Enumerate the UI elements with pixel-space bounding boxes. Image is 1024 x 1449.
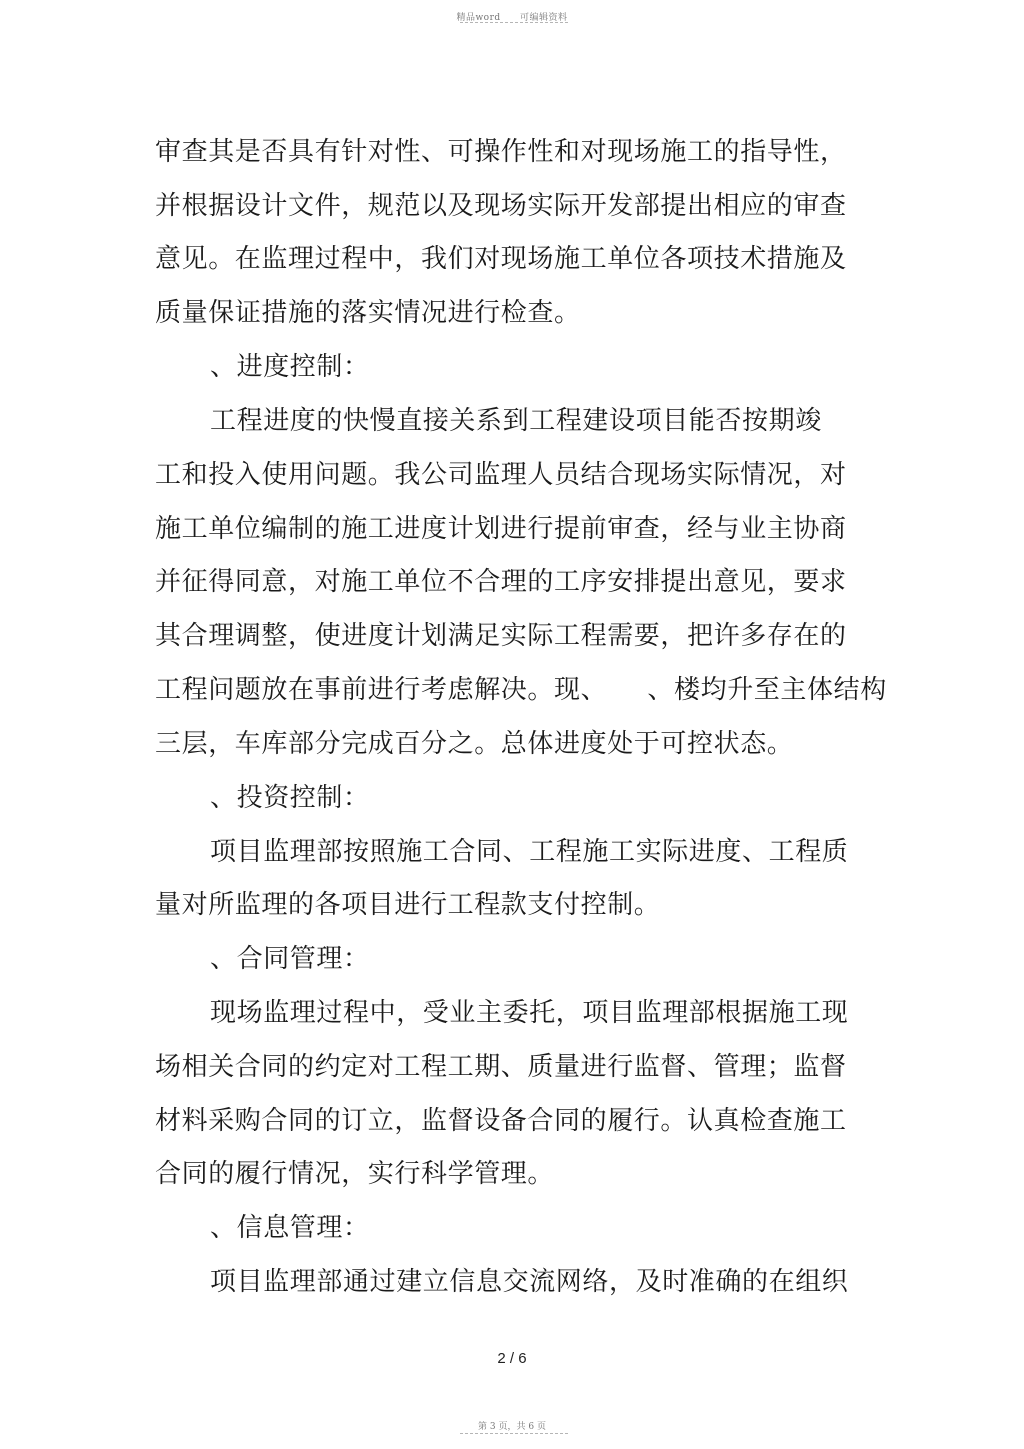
body-line: 三层，车库部分完成百分之。总体进度处于可控状态。 (155, 729, 794, 759)
body-line: 意见。在监理过程中，我们对现场施工单位各项技术措施及 (155, 244, 847, 274)
body-line: 审查其是否具有针对性、可操作性和对现场施工的指导性， (155, 137, 847, 167)
body-line: 项目监理部按照施工合同、工程施工实际进度、工程质 (210, 837, 849, 867)
body-line: 工程进度的快慢直接关系到工程建设项目能否按期竣 (210, 406, 822, 436)
body-line: 量对所监理的各项目进行工程款支付控制。 (155, 890, 661, 920)
body-line: 质量保证措施的落实情况进行检查。 (155, 298, 581, 328)
footer-divider (460, 1433, 568, 1434)
body-line: 材料采购合同的订立，监督设备合同的履行。认真检查施工 (155, 1106, 847, 1136)
section-heading: 、进度控制： (210, 352, 370, 382)
body-line: 合同的履行情况，实行科学管理。 (155, 1159, 555, 1189)
body-line: 并征得同意，对施工单位不合理的工序安排提出意见，要求 (155, 567, 847, 597)
section-heading: 、信息管理： (210, 1213, 370, 1243)
header-left: 精品word (456, 13, 501, 23)
body-line: 工程问题放在事前进行考虑解决。现、 、楼均升至主体结构 (155, 675, 887, 705)
header-divider (460, 22, 568, 23)
body-line: 现场监理过程中，受业主委托，项目监理部根据施工现 (210, 998, 849, 1028)
body-line: 施工单位编制的施工进度计划进行提前审查，经与业主协商 (155, 514, 847, 544)
body-line: 并根据设计文件，规范以及现场实际开发部提出相应的审查 (155, 191, 847, 221)
section-heading: 、投资控制： (210, 783, 370, 813)
body-line: 场相关合同的约定对工程工期、质量进行监督、管理；监督 (155, 1052, 847, 1082)
page-number: 2 / 6 (497, 1350, 527, 1367)
page-footer: 第 3 页，共 6 页 (478, 1422, 546, 1432)
body-line: 工和投入使用问题。我公司监理人员结合现场实际情况，对 (155, 460, 847, 490)
header-right: 可编辑资料 (520, 13, 568, 23)
section-heading: 、合同管理： (210, 944, 370, 974)
body-line: 其合理调整，使进度计划满足实际工程需要，把许多存在的 (155, 621, 847, 651)
body-line: 项目监理部通过建立信息交流网络，及时准确的在组织 (210, 1267, 849, 1297)
